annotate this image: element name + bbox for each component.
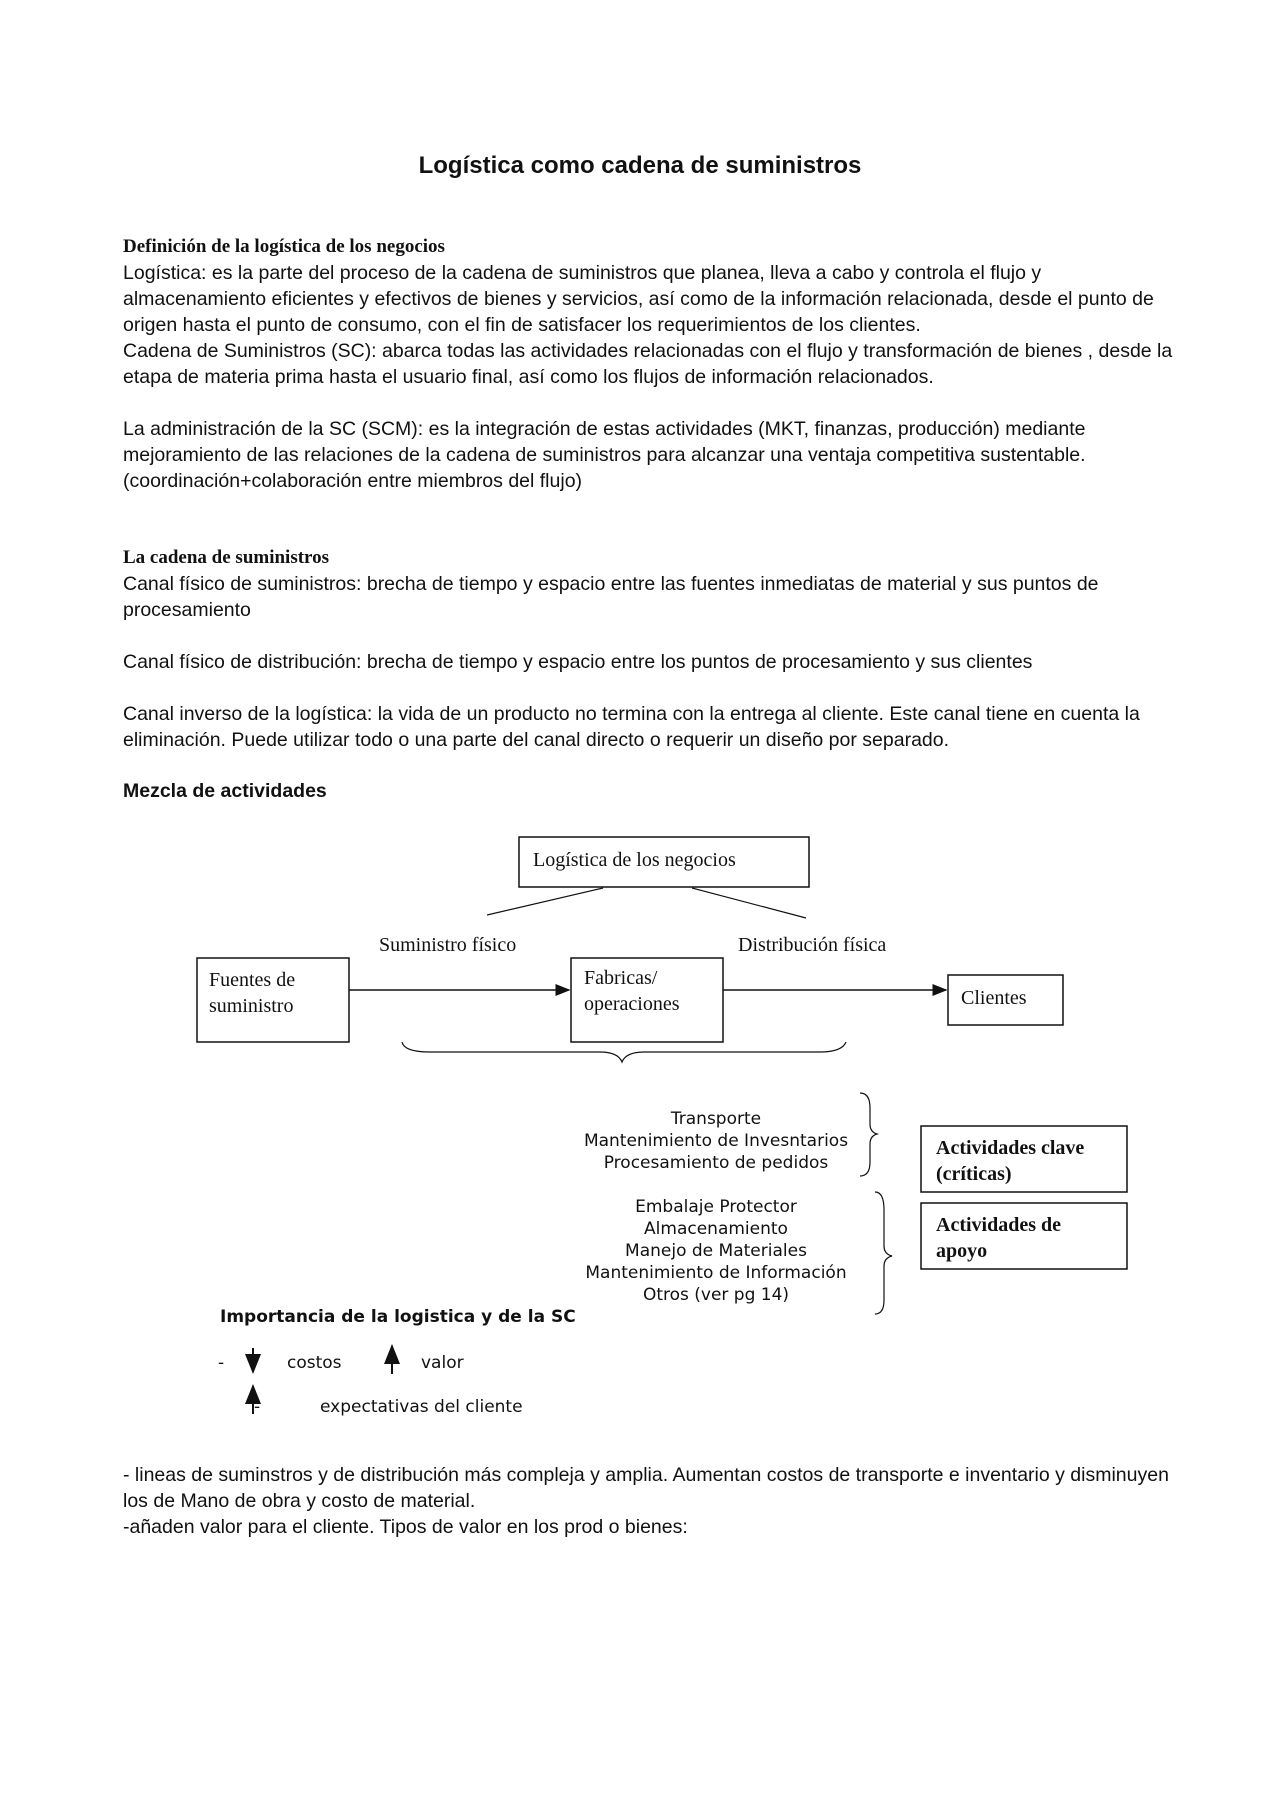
connector-line	[487, 888, 603, 915]
grouping-brace	[402, 1042, 846, 1062]
costs-label: costos	[287, 1353, 342, 1373]
support-activities-label: Actividades de	[936, 1214, 1061, 1236]
connector-line	[692, 888, 806, 918]
value-label: valor	[421, 1353, 464, 1373]
paragraph: Canal inverso de la logística: la vida de un producto no termina con la entrega al cliente. Este canal tiene en cuenta la eliminación. Puede utilizar todo o una parte del canal directo o requerir un diseño por separado.	[123, 703, 1140, 751]
section-supply-chain	[123, 545, 1173, 753]
business-logistics-label: Logística de los negocios	[533, 849, 736, 871]
expectations-label: expectativas del cliente	[320, 1397, 523, 1417]
page-title: Logística como cadena de suministros	[418, 152, 862, 179]
section-definition	[123, 234, 1173, 494]
paragraph: Logística: es la parte del proceso de la cadena de suministros que planea, lleva a cabo y controla el flujo y almacenamiento eficientes y efectivos de bienes y servicios, así como de la información relacionada, desde el punto de origen hasta el punto de consumo, con el fin de satisfacer los requerimientos de los clientes.	[123, 262, 1154, 336]
paragraph: -añaden valor para el cliente. Tipos de valor en los prod o bienes:	[123, 1516, 688, 1538]
paragraph: Cadena de Suministros (SC): abarca todas las actividades relacionadas con el flujo y transformación de bienes , desde la etapa de materia prima hasta el usuario final, así como los flujos de información relacionados.	[123, 340, 1173, 388]
factories-label: Fabricas/	[584, 967, 658, 989]
clients-label: Clientes	[961, 987, 1027, 1009]
activity-item: Manejo de Materiales	[625, 1241, 807, 1261]
activity-item: Transporte	[670, 1109, 762, 1129]
sources-label: Fuentes de	[209, 969, 296, 991]
importance-heading: Importancia de la logistica y de la SC	[220, 1307, 576, 1327]
importance-dash: -	[254, 1397, 261, 1417]
section-heading: La cadena de suministros	[123, 547, 330, 568]
activity-item: Almacenamiento	[644, 1219, 788, 1239]
section-heading: Definición de la logística de los negocios	[123, 236, 445, 257]
sources-label: suministro	[209, 995, 294, 1017]
paragraph: La administración de la SC (SCM): es la integración de estas actividades (MKT, finanzas, producción) mediante mejoramiento de las relaciones de la cadena de suministros para alcanzar una ventaja competitiva sustentable. (coordinación+colaboración entre miembros del flujo)	[123, 418, 1086, 492]
activity-item: Mantenimiento de Invesntarios	[583, 1131, 849, 1151]
key-activities-label: Actividades clave	[936, 1137, 1085, 1159]
paragraph: Canal físico de suministros: brecha de tiempo y espacio entre las fuentes inmediatas de material y sus puntos de procesamiento	[123, 573, 1099, 621]
section-closing	[123, 1462, 1173, 1540]
supply-label: Suministro físico	[379, 934, 517, 956]
support-activities-brace	[875, 1192, 892, 1314]
paragraph: Canal físico de distribución: brecha de tiempo y espacio entre los puntos de procesamiento y sus clientes	[123, 651, 1033, 673]
activity-item: Otros (ver pg 14)	[642, 1285, 790, 1305]
distribution-label: Distribución física	[738, 934, 887, 956]
support-activities-label: apoyo	[936, 1240, 988, 1262]
factories-label: operaciones	[584, 993, 680, 1015]
importance-dash: -	[218, 1353, 225, 1373]
section-heading-activities: Mezcla de actividades	[123, 780, 327, 802]
activity-item: Procesamiento de pedidos	[603, 1153, 829, 1173]
paragraph: - lineas de suminstros y de distribución más compleja y amplia. Aumentan costos de transporte e inventario y disminuyen los de Mano de obra y costo de material.	[123, 1464, 1169, 1512]
key-activities-label: (críticas)	[936, 1163, 1012, 1185]
activity-item: Embalaje Protector	[635, 1197, 797, 1217]
activity-item: Mantenimiento de Información	[585, 1263, 847, 1283]
key-activities-brace	[860, 1093, 877, 1176]
